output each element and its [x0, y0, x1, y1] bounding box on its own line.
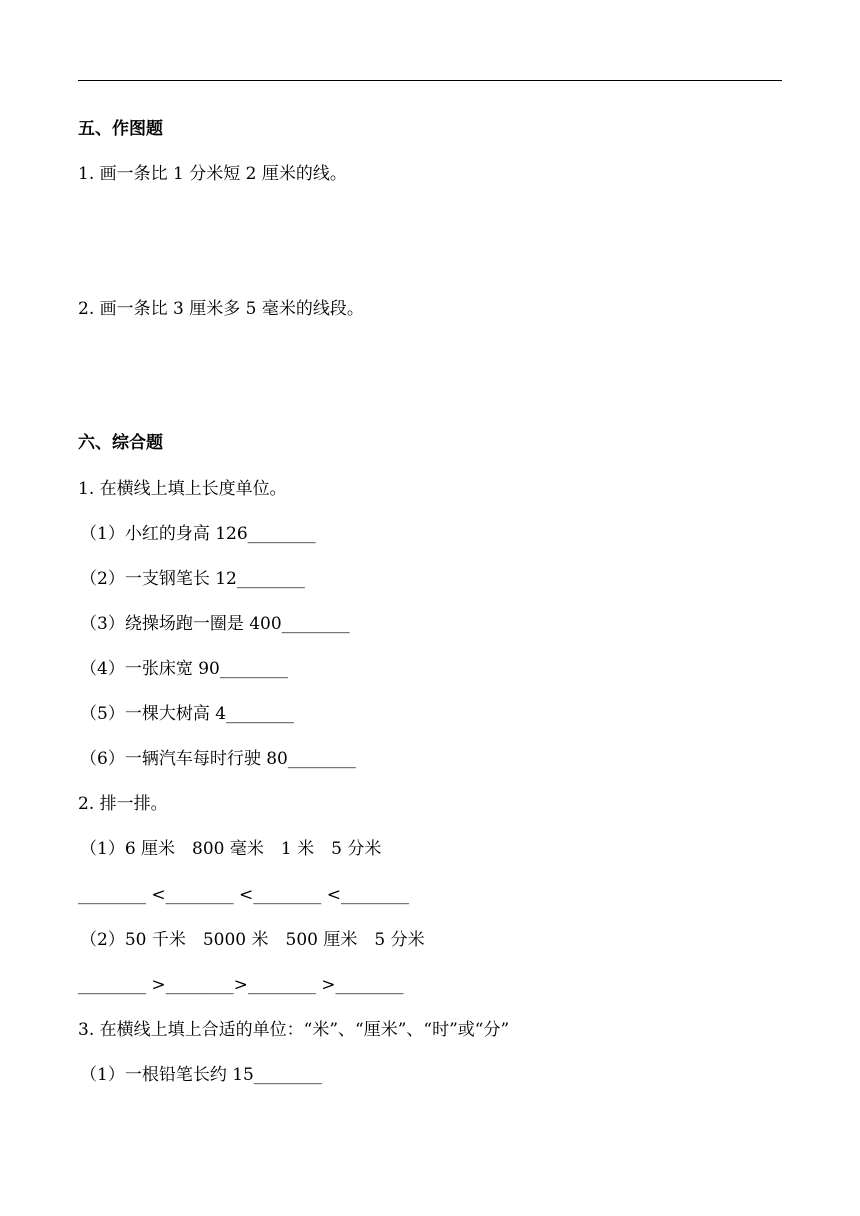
question-1-item-6: （6）一辆汽车每时行驶 80________ [80, 749, 356, 769]
section-6-question-1: 1. 在横线上填上长度单位。 [78, 479, 287, 499]
top-rule [78, 80, 782, 81]
question-2-part-1-blanks: ________ <________ <________ <________ [78, 885, 409, 905]
question-2-part-2-blanks: ________ >________>________ >________ [78, 975, 404, 995]
section-6-question-3: 3. 在横线上填上合适的单位：“米”、“厘米”、“时”或“分” [78, 1020, 510, 1040]
question-2-part-1: （1）6 厘米 800 毫米 1 米 5 分米 [80, 839, 382, 859]
question-1-item-5: （5）一棵大树高 4________ [80, 704, 295, 724]
question-1-item-1: （1）小红的身高 126________ [80, 524, 316, 544]
question-1-item-2: （2）一支钢笔长 12________ [80, 569, 305, 589]
section-6-question-2: 2. 排一排。 [78, 794, 168, 814]
question-1-item-4: （4）一张床宽 90________ [80, 659, 288, 679]
section-5-question-2: 2. 画一条比 3 厘米多 5 毫米的线段。 [78, 299, 364, 319]
question-1-item-3: （3）绕操场跑一圈是 400________ [80, 614, 350, 634]
question-2-part-2: （2）50 千米 5000 米 500 厘米 5 分米 [80, 930, 425, 950]
question-3-item-1: （1）一根铅笔长约 15________ [80, 1065, 322, 1085]
section-5-question-1: 1. 画一条比 1 分米短 2 厘米的线。 [78, 164, 347, 184]
section-5-heading: 五、作图题 [78, 119, 163, 139]
section-6-heading: 六、综合题 [78, 433, 163, 453]
